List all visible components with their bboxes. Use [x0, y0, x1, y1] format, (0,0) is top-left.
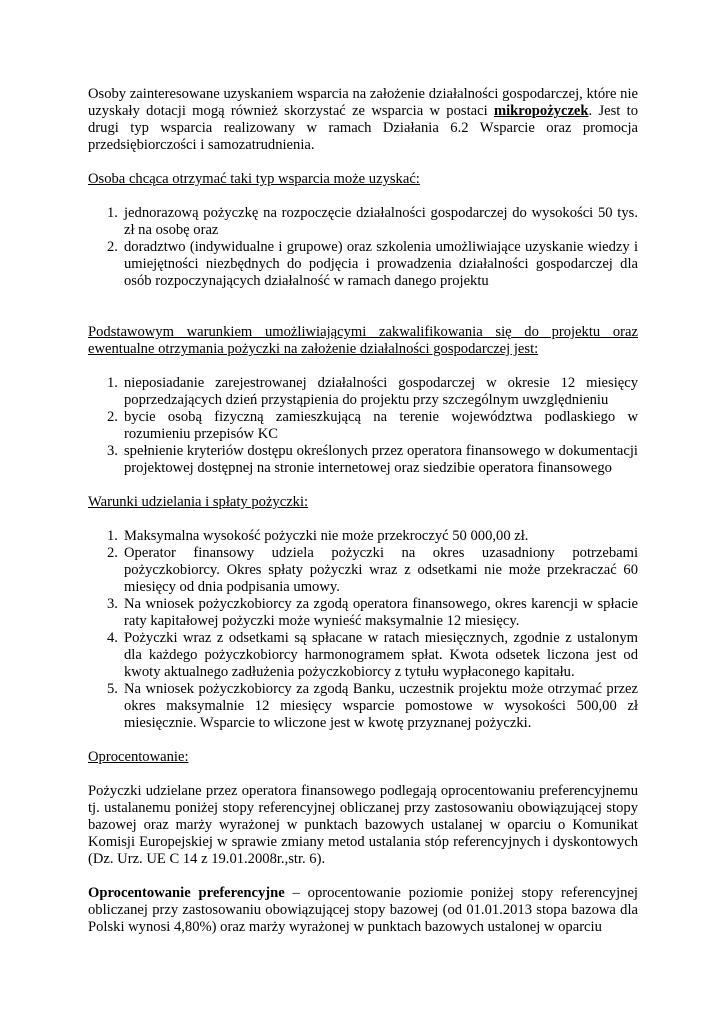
intro-paragraph: Osoby zainteresowane uzyskaniem wsparcia na założenie działalności gospodarczej, które nie uzyskały dotacji mogą również skorzystać ze wsparcia w postaci mikropożyczek. Jest to drugi typ wsparcia realizowany w ramach Działania 6.2 Wsparcie oraz promocja przedsiębiorczości i samozatrudnienia.: [88, 86, 639, 153]
preferential-rate-paragraph: Oprocentowanie preferencyjne – oprocentowanie poziomie poniżej stopy referencyjnej obliczanej przy zastosowaniu obowiązującej stopy bazowej (od 01.01.2013 stopa bazowa dla Polski wynosi 4,80%) oraz marży wyrażonej w punktach bazowych ustalonej w oparciu: [88, 885, 638, 935]
section3-heading: Warunki udzielania i spłaty pożyczki:: [88, 494, 309, 510]
document-body: [88, 86, 638, 936]
list-item: 2. doradztwo (indywidualne i grupowe) oraz szkolenia umożliwiające uzyskanie wiedzy i umiejętności niezbędnych do podjęcia i prowadzenia działalności gospodarczej dla osób rozpoczynających działalność w ramach danego projektu: [107, 239, 638, 289]
section4-heading: Oprocentowanie:: [88, 749, 189, 765]
section2-list: [88, 375, 638, 477]
list-item: 2. bycie osobą fizyczną zamieszkującą na terenie województwa podlaskiego w rozumieniu przepisów KC: [107, 409, 638, 442]
section1-list: [88, 205, 638, 290]
list-item: 1. jednorazową pożyczkę na rozpoczęcie działalności gospodarczej do wysokości 50 tys. zł na osobę oraz: [107, 205, 638, 238]
preferential-rate-term: Oprocentowanie preferencyjne: [88, 885, 285, 901]
list-item: 3. spełnienie kryteriów dostępu określonych przez operatora finansowego w dokumentacji projektowej dostępnej na stronie internetowej oraz siedzibie operatora finansowego: [107, 443, 638, 476]
list-item: 1. nieposiadanie zarejestrowanej działalności gospodarczej w okresie 12 miesięcy poprzedzających dzień przystąpienia do projektu przy szczególnym uwzględnieniu: [107, 375, 638, 408]
section2-heading: Podstawowym warunkiem umożliwiającymi zakwalifikowania się do projektu oraz ewentualne otrzymania pożyczki na założenie działalności gospodarczej jest:: [88, 324, 638, 357]
section1-heading: Osoba chcąca otrzymać taki typ wsparcia może uzyskać:: [88, 171, 420, 187]
interest-paragraph: Pożyczki udzielane przez operatora finansowego podlegają oprocentowaniu preferencyjnemu tj. ustalanemu poniżej stopy referencyjnej obliczanej przy zastosowaniu obowiązującej stopy bazowej oraz marży wyrażonej w punktach bazowych ustalanej w oparciu o Komunikat Komisji Europejskiej w sprawie zmiany metod ustalania stóp referencyjnych i dyskontowych (Dz. Urz. UE C 14 z 19.01.2008r.,str. 6).: [88, 783, 638, 867]
mikropozyczek-link[interactable]: mikropożyczek: [493, 103, 589, 119]
list-item: 1. Maksymalna wysokość pożyczki nie może przekroczyć 50 000,00 zł.: [107, 528, 529, 544]
list-item: 2. Operator finansowy udziela pożyczki na okres uzasadniony potrzebami pożyczkobiorcy. Okres spłaty pożyczki wraz z odsetkami nie może przekraczać 60 miesięcy od dnia podpisania umowy.: [107, 545, 638, 595]
section3-list: [88, 528, 638, 732]
list-item: 4. Pożyczki wraz z odsetkami są spłacane w ratach miesięcznych, zgodnie z ustalonym dla każdego pożyczkobiorcy harmonogramem spłat. Kwota odsetek liczona jest od kwoty aktualnego zadłużenia pożyczkobiorcy z tytułu wypłaconego kapitału.: [107, 630, 638, 680]
list-item: 5. Na wniosek pożyczkobiorcy za zgodą Banku, uczestnik projektu może otrzymać przez okres maksymalnie 12 miesięcy wsparcie pomostowe w wysokości 500,00 zł miesięcznie. Wsparcie to wliczone jest w kwotę przyznanej pożyczki.: [107, 681, 638, 731]
list-item: 3. Na wniosek pożyczkobiorcy za zgodą operatora finansowego, okres karencji w spłacie raty kapitałowej pożyczki może wynieść maksymalnie 12 miesięcy.: [107, 596, 638, 629]
